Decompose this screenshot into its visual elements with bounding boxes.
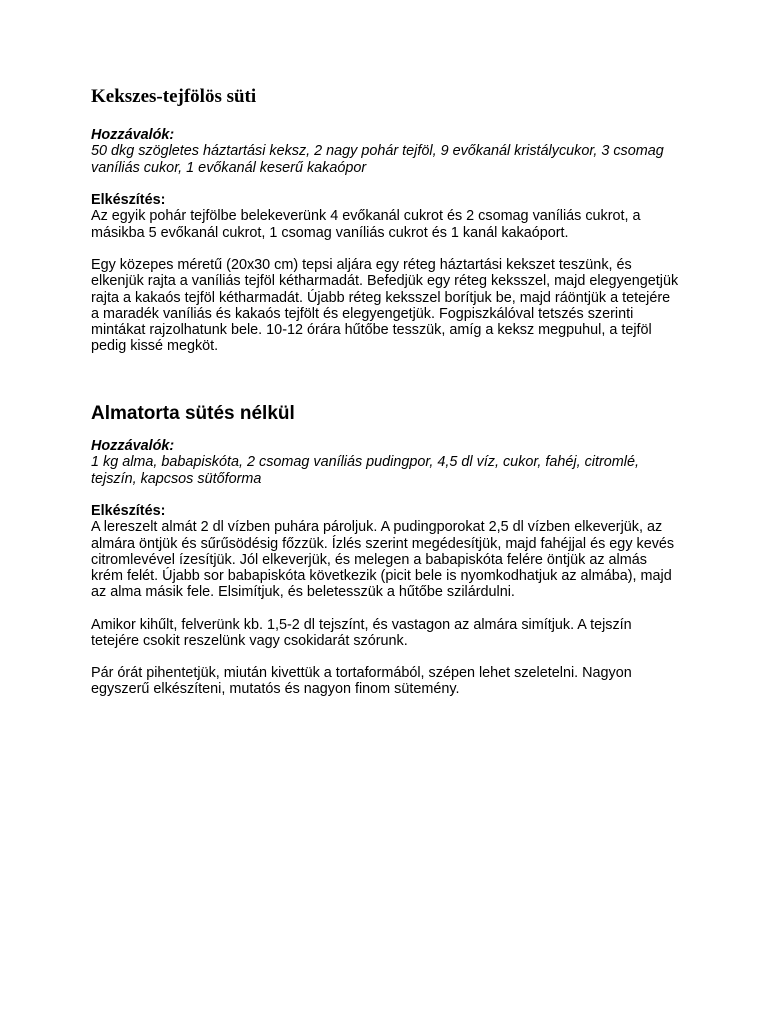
recipe2-method-continued [91,617,681,650]
recipe2-title: Almatorta sütés nélkül [91,403,295,424]
recipe2-ingredients-label: Hozzávalók: [91,438,175,454]
recipe1-method [91,192,681,241]
recipe1-method-paragraph-1: Az egyik pohár tejfölbe belekeverünk 4 evőkanál cukrot és 2 csomag vaníliás cukrot, a másikba 5 evőkanál cukrot, 1 csomag vaníliás cukrot és 1 kanál kakaóport. [91,208,641,241]
recipe1-method-label: Elkészítés: [91,192,166,208]
recipe2-method-paragraph-1: A lereszelt almát 2 dl vízben puhára pároljuk. A pudingporokat 2,5 dl vízben elkeverjük, az almára öntjük és sűrűsödésig főzzük. Ízlés szerint megédesítjük, majd fahéjjal és egy kevés citromlevével ízesítjük. Jól elkeverjük, és melegen a babapiskóta felére öntjük az almás krém felét. Újabb sor babapiskóta következik (picit bele is nyomkodhatjuk az almába), majd az alma másik fele. Elsimítjuk, és beletesszük a hűtőbe szilárdulni. [91,519,675,601]
recipe2-method-paragraph-3: Pár órát pihentetjük, miután kivettük a tortaformából, szépen lehet szeletelni. Nagyon egyszerű elkészíteni, mutatós és nagyon finom sütemény. [91,665,632,698]
recipe1-method-continued [91,257,681,355]
recipe2-method-closing [91,665,681,698]
recipe1-ingredients-text: 50 dkg szögletes háztartási keksz, 2 nagy pohár tejföl, 9 evőkanál kristálycukor, 3 csomag vaníliás cukor, 1 evőkanál keserű kakaópor [91,143,664,176]
recipe2-method [91,503,681,601]
recipe2-method-paragraph-2: Amikor kihűlt, felverünk kb. 1,5-2 dl tejszínt, és vastagon az almára simítjuk. A tejszín tetejére csokit reszelünk vagy csokidarát szórunk. [91,617,632,650]
recipe1-ingredients [91,127,681,176]
recipe2-method-label: Elkészítés: [91,503,166,519]
recipe2-ingredients [91,438,681,487]
recipe2-ingredients-text: 1 kg alma, babapiskóta, 2 csomag vaníliás pudingpor, 4,5 dl víz, cukor, fahéj, citromlé, tejszín, kapcsos sütőforma [91,454,639,487]
recipe1-ingredients-label: Hozzávalók: [91,127,175,143]
recipe1-method-paragraph-2: Egy közepes méretű (20x30 cm) tepsi aljára egy réteg háztartási kekszet teszünk, és elkenjük rajta a vaníliás tejföl kétharmadát. Befedjük egy réteg keksszel, majd elegyengetjük rajta a kakaós tejföl kétharmadát. Újabb réteg keksszel borítjuk be, majd ráöntjük a tetejére a maradék vaníliás és kakaós tejfölt és elegyengetjük. Fogpiszkálóval tetszés szerinti mintákat rajzolhatunk bele. 10-12 órára hűtőbe tesszük, amíg a keksz megpuhul, a tejföl pedig kissé megköt. [91,257,679,355]
recipe1-title: Kekszes-tejfölös süti [91,86,257,107]
